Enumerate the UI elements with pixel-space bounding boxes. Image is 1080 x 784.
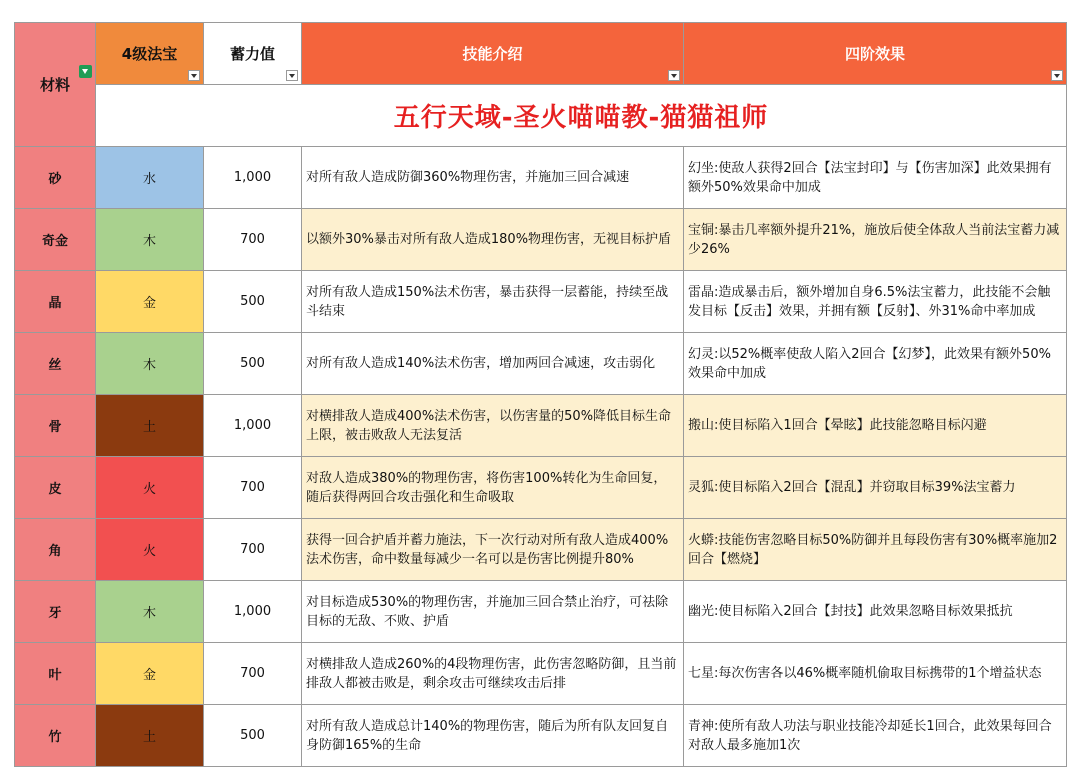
- artifact-table: [14, 22, 1067, 767]
- level-cell[interactable]: 火: [96, 457, 204, 519]
- header-skill[interactable]: [302, 23, 684, 85]
- skill-cell[interactable]: 对所有敌人造成总计140%的物理伤害，随后为所有队友回复自身防御165%的生命: [302, 705, 684, 767]
- title-row: [15, 85, 1067, 147]
- power-cell[interactable]: 1,000: [204, 581, 302, 643]
- table-row: [15, 643, 1067, 705]
- spreadsheet: [14, 22, 1066, 767]
- header-power-label: 蓄力值: [229, 45, 275, 63]
- header-effect[interactable]: [684, 23, 1067, 85]
- table-row: [15, 209, 1067, 271]
- material-cell[interactable]: 叶: [15, 643, 96, 705]
- level-cell[interactable]: 金: [96, 271, 204, 333]
- power-cell[interactable]: 700: [204, 457, 302, 519]
- material-cell[interactable]: 骨: [15, 395, 96, 457]
- skill-cell[interactable]: 对横排敌人造成260%的4段物理伤害，此伤害忽略防御，且当前排敌人都被击败是，剩余攻击可继续攻击后排: [302, 643, 684, 705]
- material-cell[interactable]: 晶: [15, 271, 96, 333]
- header-level[interactable]: [96, 23, 204, 85]
- skill-cell[interactable]: 对所有敌人造成防御360%物理伤害，并施加三回合减速: [302, 147, 684, 209]
- effect-cell[interactable]: 幻灵:以52%概率使敌人陷入2回合【幻梦】，此效果有额外50%效果命中加成: [684, 333, 1067, 395]
- header-skill-label: 技能介绍: [462, 45, 523, 63]
- power-cell[interactable]: 1,000: [204, 395, 302, 457]
- power-cell[interactable]: 700: [204, 643, 302, 705]
- effect-cell[interactable]: 雷晶:造成暴击后，额外增加自身6.5%法宝蓄力，此技能不会触发目标【反击】效果，并拥有额【反射】、外31%命中率加成: [684, 271, 1067, 333]
- table-row: [15, 581, 1067, 643]
- power-cell[interactable]: 1,000: [204, 147, 302, 209]
- skill-cell[interactable]: 获得一回合护盾并蓄力施法，下一次行动对所有敌人造成400%法术伤害，命中数量每减少一名可以是伤害比例提升80%: [302, 519, 684, 581]
- effect-cell[interactable]: 幻坐:使敌人获得2回合【法宝封印】与【伤害加深】此效果拥有额外50%效果命中加成: [684, 147, 1067, 209]
- effect-cell[interactable]: 青神:使所有敌人功法与职业技能冷却延长1回合，此效果每回合对敌人最多施加1次: [684, 705, 1067, 767]
- table-row: [15, 271, 1067, 333]
- header-effect-label: 四阶效果: [844, 45, 905, 63]
- dropdown-arrow-icon[interactable]: [1051, 70, 1063, 81]
- power-cell[interactable]: 700: [204, 209, 302, 271]
- level-cell[interactable]: 水: [96, 147, 204, 209]
- skill-cell[interactable]: 对所有敌人造成150%法术伤害，暴击获得一层蓄能，持续至战斗结束: [302, 271, 684, 333]
- header-level-label: 4级法宝: [121, 45, 178, 63]
- header-row: [15, 23, 1067, 85]
- power-cell[interactable]: 700: [204, 519, 302, 581]
- level-cell[interactable]: 木: [96, 209, 204, 271]
- effect-cell[interactable]: 搬山:使目标陷入1回合【晕眩】此技能忽略目标闪避: [684, 395, 1067, 457]
- material-cell[interactable]: 皮: [15, 457, 96, 519]
- level-cell[interactable]: 木: [96, 333, 204, 395]
- skill-cell[interactable]: 对所有敌人造成140%法术伤害，增加两回合减速，攻击弱化: [302, 333, 684, 395]
- material-cell[interactable]: 牙: [15, 581, 96, 643]
- table-row: [15, 705, 1067, 767]
- level-cell[interactable]: 木: [96, 581, 204, 643]
- dropdown-arrow-icon[interactable]: [188, 70, 200, 81]
- material-cell[interactable]: 砂: [15, 147, 96, 209]
- table-row: [15, 457, 1067, 519]
- dropdown-arrow-icon[interactable]: [286, 70, 298, 81]
- header-power[interactable]: [204, 23, 302, 85]
- level-cell[interactable]: 金: [96, 643, 204, 705]
- level-cell[interactable]: 火: [96, 519, 204, 581]
- effect-cell[interactable]: 幽光:使目标陷入2回合【封技】此效果忽略目标效果抵抗: [684, 581, 1067, 643]
- skill-cell[interactable]: 以额外30%暴击对所有敌人造成180%物理伤害，无视目标护盾: [302, 209, 684, 271]
- skill-cell[interactable]: 对横排敌人造成400%法术伤害，以伤害量的50%降低目标生命上限，被击败敌人无法复活: [302, 395, 684, 457]
- table-body: [15, 147, 1067, 767]
- level-cell[interactable]: 土: [96, 705, 204, 767]
- effect-cell[interactable]: 灵狐:使目标陷入2回合【混乱】并窃取目标39%法宝蓄力: [684, 457, 1067, 519]
- material-cell[interactable]: 丝: [15, 333, 96, 395]
- power-cell[interactable]: 500: [204, 705, 302, 767]
- power-cell[interactable]: 500: [204, 271, 302, 333]
- table-row: [15, 395, 1067, 457]
- filter-active-icon[interactable]: [79, 65, 92, 78]
- header-material[interactable]: [15, 23, 96, 147]
- level-cell[interactable]: 土: [96, 395, 204, 457]
- skill-cell[interactable]: 对敌人造成380%的物理伤害，将伤害100%转化为生命回复，随后获得两回合攻击强化和生命吸取: [302, 457, 684, 519]
- material-cell[interactable]: 奇金: [15, 209, 96, 271]
- effect-cell[interactable]: 七星:每次伤害各以46%概率随机偷取目标携带的1个增益状态: [684, 643, 1067, 705]
- skill-cell[interactable]: 对目标造成530%的物理伤害，并施加三回合禁止治疗，可祛除目标的无敌、不败、护盾: [302, 581, 684, 643]
- table-row: [15, 147, 1067, 209]
- effect-cell[interactable]: 宝铜:暴击几率额外提升21%，施放后使全体敌人当前法宝蓄力减少26%: [684, 209, 1067, 271]
- power-cell[interactable]: 500: [204, 333, 302, 395]
- dropdown-arrow-icon[interactable]: [668, 70, 680, 81]
- sheet-title: 五行天域-圣火喵喵教-猫猫祖师: [96, 85, 1067, 147]
- table-row: [15, 519, 1067, 581]
- effect-cell[interactable]: 火蟒:技能伤害忽略目标50%防御并且每段伤害有30%概率施加2回合【燃烧】: [684, 519, 1067, 581]
- table-row: [15, 333, 1067, 395]
- material-cell[interactable]: 竹: [15, 705, 96, 767]
- header-material-label: 材料: [39, 76, 70, 94]
- material-cell[interactable]: 角: [15, 519, 96, 581]
